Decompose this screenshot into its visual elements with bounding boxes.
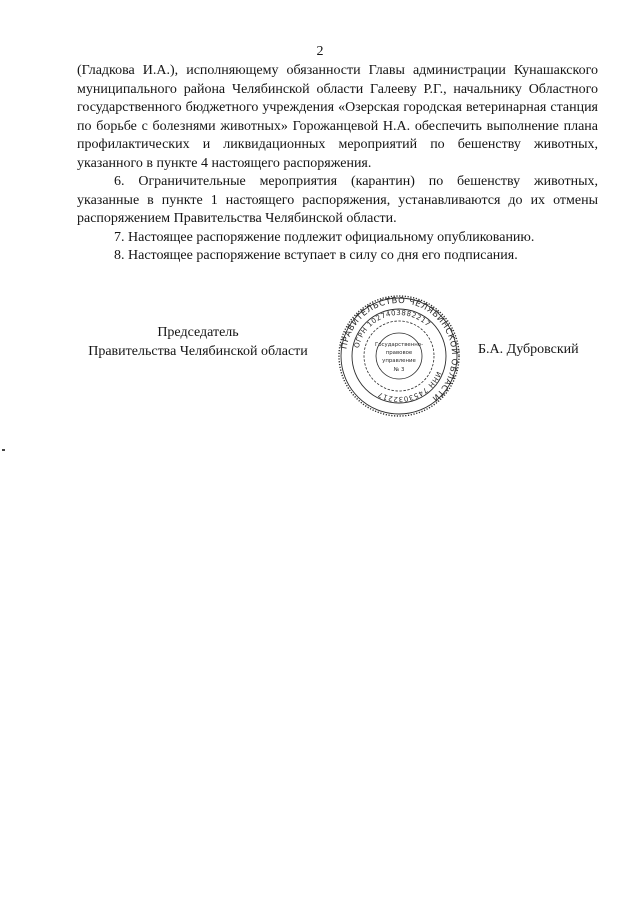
paragraph-6: 6. Ограничительные мероприятия (карантин) по бешенству животных, указанные в пункте 1 настоящего распоряжения, устанавливаются до их отмены распоряжением Правительства Челябинской области.	[77, 174, 598, 226]
seal-center-line1: Государственно-	[374, 342, 424, 348]
paragraph-7: 7. Настоящее распоряжение подлежит официальному опубликованию.	[114, 229, 535, 245]
seal-center-line2: правовое	[385, 350, 413, 356]
seal-inn-text: ИНН 7453032217	[376, 370, 443, 404]
signatory-position-line1: Председатель	[157, 325, 239, 340]
seal-center-line4: № 3	[393, 367, 405, 373]
seal-inner-border	[364, 321, 434, 391]
seal-outer-text: ПРАВИТЕЛЬСТВО ЧЕЛЯБИНСКОЙ ОБЛАСТИ	[338, 294, 461, 405]
scan-edge-mark	[2, 449, 5, 451]
seal-ogrn-text: ОГРН 1027403882217	[352, 308, 432, 349]
signatory-name: Б.А. Дубровский	[478, 342, 579, 357]
signatory-position	[78, 323, 318, 361]
paragraph-8: 8. Настоящее распоряжение вступает в силу со дня его подписания.	[114, 248, 518, 263]
paragraph-5-continuation: (Гладкова И.А.), исполняющему обязанности Главы администрации Кунашакского муниципального района Челябинской области Галееву Р.Г., начальнику Областного государственного бюджетного учреждения «Озерская городская ветеринарная станция по борьбе с болезнями животных» Горожанцевой Н.А. обеспечить выполнение плана профилактических и ликвидационных мероприятий по бешенству животных, указанного в пункте 4 настоящего распоряжения.	[77, 63, 598, 171]
page-number: 2	[316, 44, 324, 59]
official-seal	[337, 294, 461, 418]
signatory-position-line2: Правительства Челябинской области	[88, 344, 308, 359]
seal-center-line3: управление	[382, 358, 416, 364]
document-body	[77, 62, 598, 266]
